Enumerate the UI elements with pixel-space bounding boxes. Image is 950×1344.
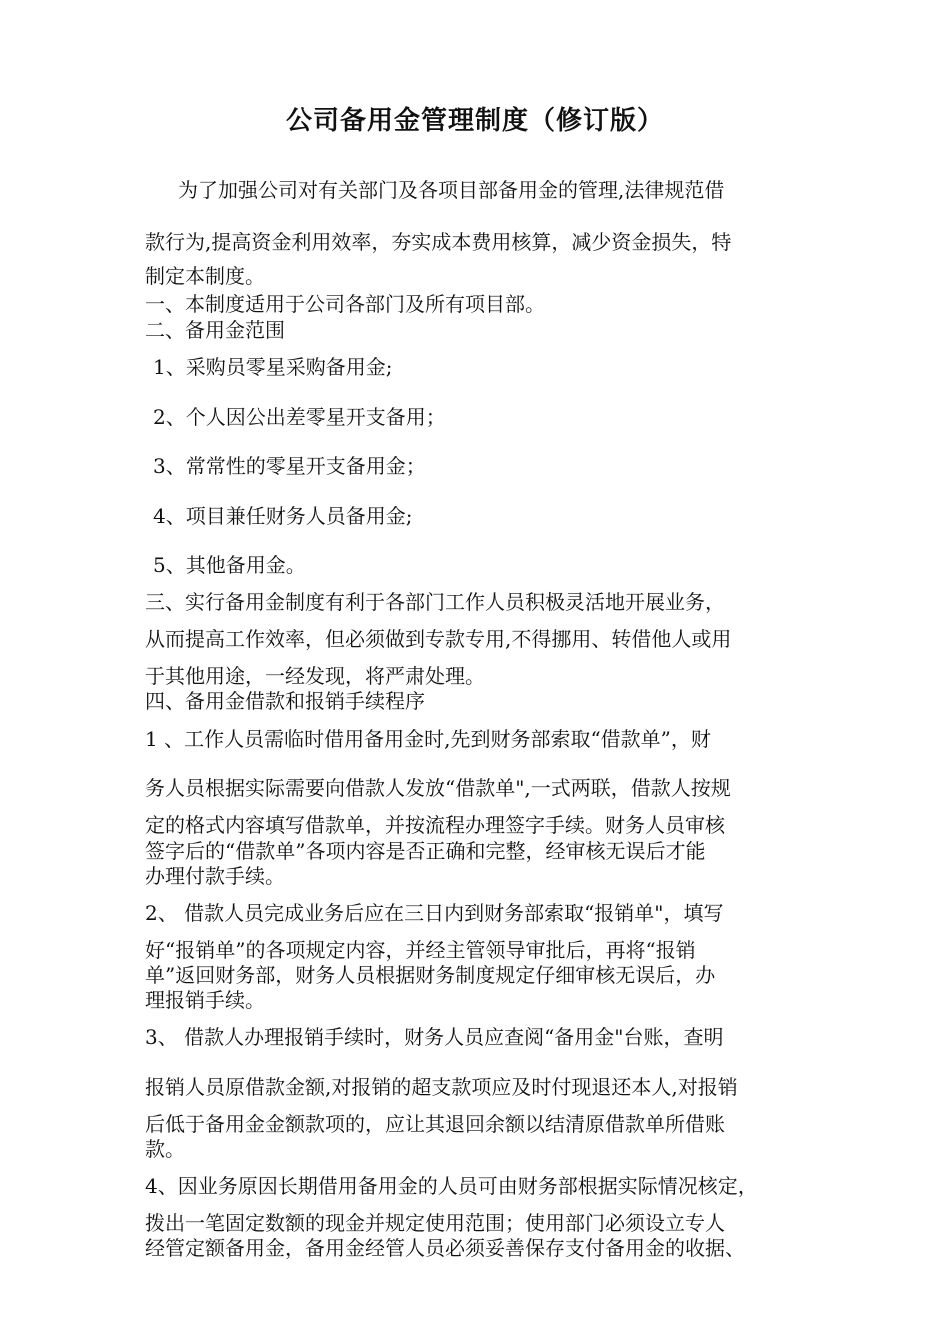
document-title: 公司备用金管理制度（修订版） xyxy=(285,106,664,136)
paragraph-line: 定的格式内容填写借款单，并按流程办理签字手续。财务人员审核 xyxy=(145,813,725,837)
section-heading: 三、实行备用金制度有利于各部门工作人员积极灵活地开展业务， xyxy=(145,590,725,614)
paragraph-line: 务人员根据实际需要向借款人发放“借款单",一式两联，借款人按规 xyxy=(145,776,731,800)
list-item: 4、项目兼任财务人员备用金; xyxy=(153,504,413,528)
section-heading: 一、本制度适用于公司各部门及所有项目部。 xyxy=(145,292,545,316)
paragraph-line: 理报销手续。 xyxy=(145,988,265,1012)
paragraph-line: 2、 借款人员完成业务后应在三日内到财务部索取“报销单"，填写 xyxy=(145,901,724,925)
paragraph-line: 款。 xyxy=(145,1137,185,1161)
paragraph-line: 为了加强公司对有关部门及各项目部备用金的管理,法律规范借 xyxy=(178,178,725,202)
paragraph-line: 报销人员原借款金额,对报销的超支款项应及时付现退还本人,对报销 xyxy=(145,1075,738,1099)
paragraph-line: 签字后的“借款单”各项内容是否正确和完整，经审核无误后才能 xyxy=(145,839,706,863)
paragraph-line: 后低于备用金金额款项的，应让其退回余额以结清原借款单所借账 xyxy=(145,1112,725,1136)
paragraph-line: 好“报销单”的各项规定内容，并经主管领导审批后，再将“报销 xyxy=(145,938,696,962)
paragraph-line: 3、 借款人办理报销手续时，财务人员应查阅“备用金"台账，查明 xyxy=(145,1025,724,1049)
paragraph-line: 单”返回财务部，财务人员根据财务制度规定仔细审核无误后，办 xyxy=(145,963,716,987)
paragraph-line: 办理付款手续。 xyxy=(145,864,285,888)
paragraph-line: 制定本制度。 xyxy=(145,264,265,288)
paragraph-line: 款行为,提高资金利用效率，夯实成本费用核算，减少资金损失，特 xyxy=(145,230,732,254)
paragraph-line: 1 、工作人员需临时借用备用金时,先到财务部索取“借款单”，财 xyxy=(145,727,711,751)
paragraph-line: 从而提高工作效率，但必须做到专款专用,不得挪用、转借他人或用 xyxy=(145,627,732,651)
section-heading: 四、备用金借款和报销手续程序 xyxy=(145,689,425,713)
paragraph-line: 于其他用途，一经发现，将严肃处理。 xyxy=(145,664,485,688)
list-item: 5、其他备用金。 xyxy=(153,553,306,577)
paragraph-line: 经管定额备用金，备用金经管人员必须妥善保存支付备用金的收据、 xyxy=(145,1236,745,1260)
section-heading: 二、备用金范围 xyxy=(145,318,285,342)
list-item: 3、常常性的零星开支备用金； xyxy=(153,454,426,478)
list-item: 1、采购员零星采购备用金; xyxy=(153,355,393,379)
paragraph-line: 拨出一笔固定数额的现金并规定使用范围；使用部门必须设立专人 xyxy=(145,1211,725,1235)
list-item: 2、个人因公出差零星开支备用； xyxy=(153,405,446,429)
paragraph-line: 4、因业务原因长期借用备用金的人员可由财务部根据实际情况核定， xyxy=(145,1174,758,1198)
